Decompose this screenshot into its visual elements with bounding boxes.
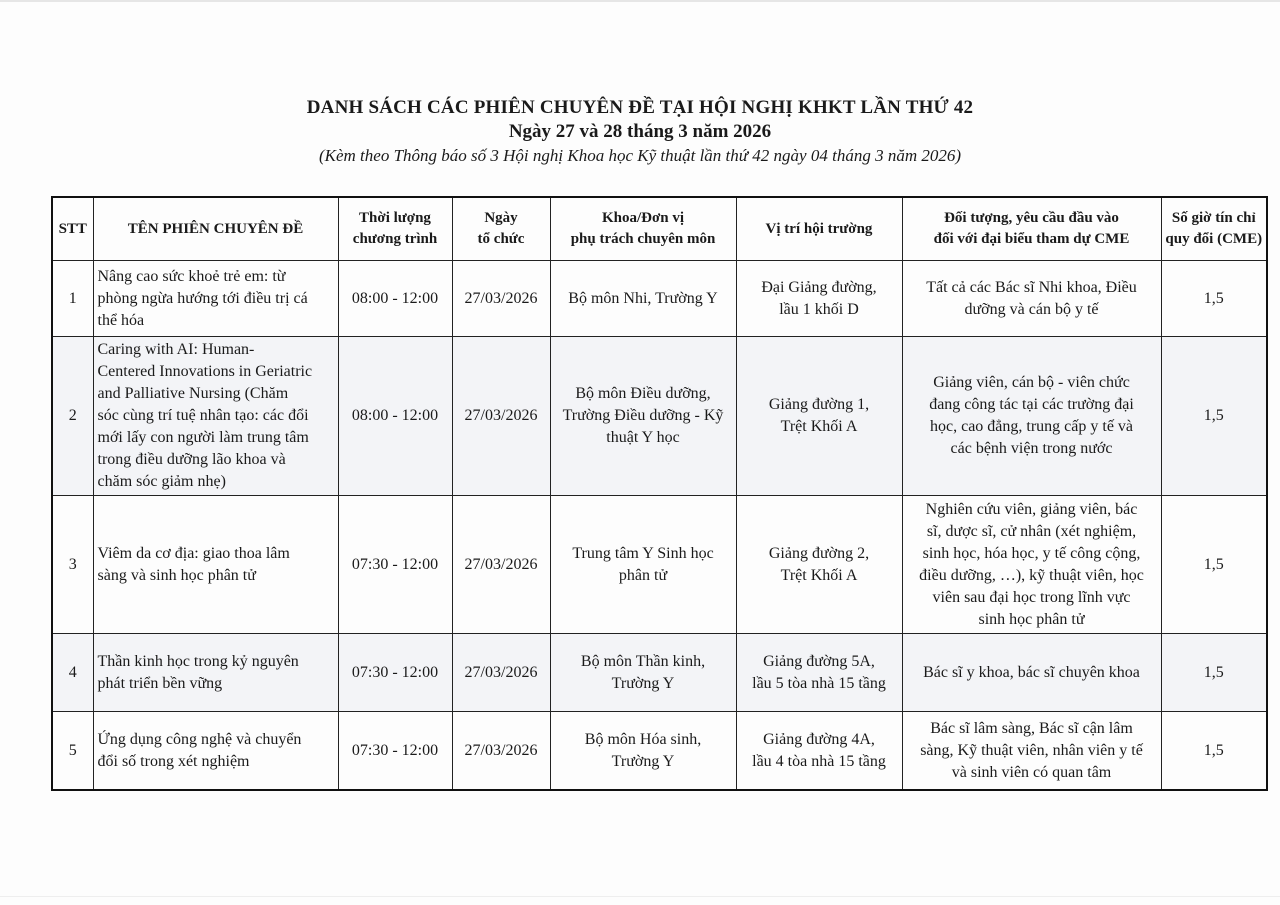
header-session-name: TÊN PHIÊN CHUYÊN ĐỀ — [93, 197, 338, 261]
cell-date: 27/03/2026 — [452, 634, 550, 712]
cell-audience: Nghiên cứu viên, giảng viên, bác sĩ, dược sĩ, cử nhân (xét nghiệm, sinh học, hóa học, y tế công cộng, điều dưỡng, …), kỹ thuật viên, học viên sau đại học trong lĩnh vực sinh học phân tử — [902, 496, 1161, 634]
cell-location: Giảng đường 1, Trệt Khối A — [736, 337, 902, 496]
scan-edge-bottom — [0, 896, 1280, 897]
cell-stt: 5 — [52, 712, 93, 791]
cell-stt: 3 — [52, 496, 93, 634]
table-row — [52, 261, 1267, 337]
cell-credits: 1,5 — [1161, 712, 1267, 791]
cell-session-name: Ứng dụng công nghệ và chuyển đổi số trong xét nghiệm — [93, 712, 338, 791]
header-location: Vị trí hội trường — [736, 197, 902, 261]
table-body — [52, 261, 1267, 791]
cell-session-name: Caring with AI: Human- Centered Innovations in Geriatric and Palliative Nursing (Chăm sóc cùng trí tuệ nhân tạo: các đổi mới lấy con người làm trung tâm trong điều dưỡng lão khoa và chăm sóc giảm nhẹ) — [93, 337, 338, 496]
cell-unit: Bộ môn Điều dưỡng, Trường Điều dưỡng - Kỹ thuật Y học — [550, 337, 736, 496]
table-row — [52, 496, 1267, 634]
cell-date: 27/03/2026 — [452, 712, 550, 791]
cell-duration: 07:30 - 12:00 — [338, 496, 452, 634]
header-credits: Số giờ tín chỉ quy đổi (CME) — [1161, 197, 1267, 261]
document-subtitle: Ngày 27 và 28 tháng 3 năm 2026 — [508, 121, 772, 142]
cell-session-name: Nâng cao sức khoẻ trẻ em: từ phòng ngừa hướng tới điều trị cá thể hóa — [93, 261, 338, 337]
scan-edge-top — [0, 0, 1280, 2]
cell-audience: Giảng viên, cán bộ - viên chức đang công tác tại các trường đại học, cao đẳng, trung cấp y tế và các bệnh viện trong nước — [902, 337, 1161, 496]
header-row — [52, 197, 1267, 261]
cell-audience: Tất cả các Bác sĩ Nhi khoa, Điều dưỡng và cán bộ y tế — [902, 261, 1161, 337]
cell-location: Đại Giảng đường, lầu 1 khối D — [736, 261, 902, 337]
header-unit: Khoa/Đơn vị phụ trách chuyên môn — [550, 197, 736, 261]
sessions-table — [51, 196, 1268, 791]
cell-stt: 2 — [52, 337, 93, 496]
cell-date: 27/03/2026 — [452, 337, 550, 496]
table-row — [52, 634, 1267, 712]
cell-location: Giảng đường 2, Trệt Khối A — [736, 496, 902, 634]
header-date: Ngày tổ chức — [452, 197, 550, 261]
cell-date: 27/03/2026 — [452, 261, 550, 337]
table-header — [52, 197, 1267, 261]
cell-session-name: Thần kinh học trong kỷ nguyên phát triển bền vững — [93, 634, 338, 712]
cell-duration: 07:30 - 12:00 — [338, 712, 452, 791]
cell-audience: Bác sĩ lâm sàng, Bác sĩ cận lâm sàng, Kỹ thuật viên, nhân viên y tế và sinh viên có quan tâm — [902, 712, 1161, 791]
cell-credits: 1,5 — [1161, 337, 1267, 496]
cell-credits: 1,5 — [1161, 496, 1267, 634]
cell-session-name: Viêm da cơ địa: giao thoa lâm sàng và sinh học phân tử — [93, 496, 338, 634]
cell-location: Giảng đường 5A, lầu 5 tòa nhà 15 tầng — [736, 634, 902, 712]
header-duration: Thời lượng chương trình — [338, 197, 452, 261]
cell-duration: 08:00 - 12:00 — [338, 261, 452, 337]
cell-location: Giảng đường 4A, lầu 4 tòa nhà 15 tầng — [736, 712, 902, 791]
cell-audience: Bác sĩ y khoa, bác sĩ chuyên khoa — [902, 634, 1161, 712]
cell-stt: 1 — [52, 261, 93, 337]
document-note: (Kèm theo Thông báo số 3 Hội nghị Khoa học Kỹ thuật lần thứ 42 ngày 04 tháng 3 năm 2026) — [318, 146, 962, 165]
cell-credits: 1,5 — [1161, 261, 1267, 337]
header-stt: STT — [52, 197, 93, 261]
table-row — [52, 712, 1267, 791]
cell-unit: Bộ môn Thần kinh, Trường Y — [550, 634, 736, 712]
table-row — [52, 337, 1267, 496]
cell-date: 27/03/2026 — [452, 496, 550, 634]
cell-duration: 08:00 - 12:00 — [338, 337, 452, 496]
cell-unit: Trung tâm Y Sinh học phân tử — [550, 496, 736, 634]
cell-credits: 1,5 — [1161, 634, 1267, 712]
cell-stt: 4 — [52, 634, 93, 712]
cell-unit: Bộ môn Hóa sinh, Trường Y — [550, 712, 736, 791]
document-header — [0, 96, 1280, 168]
document-title: DANH SÁCH CÁC PHIÊN CHUYÊN ĐỀ TẠI HỘI NGHỊ KHKT LẦN THỨ 42 — [306, 97, 974, 118]
header-audience: Đối tượng, yêu cầu đầu vào đối với đại biểu tham dự CME — [902, 197, 1161, 261]
cell-duration: 07:30 - 12:00 — [338, 634, 452, 712]
cell-unit: Bộ môn Nhi, Trường Y — [550, 261, 736, 337]
